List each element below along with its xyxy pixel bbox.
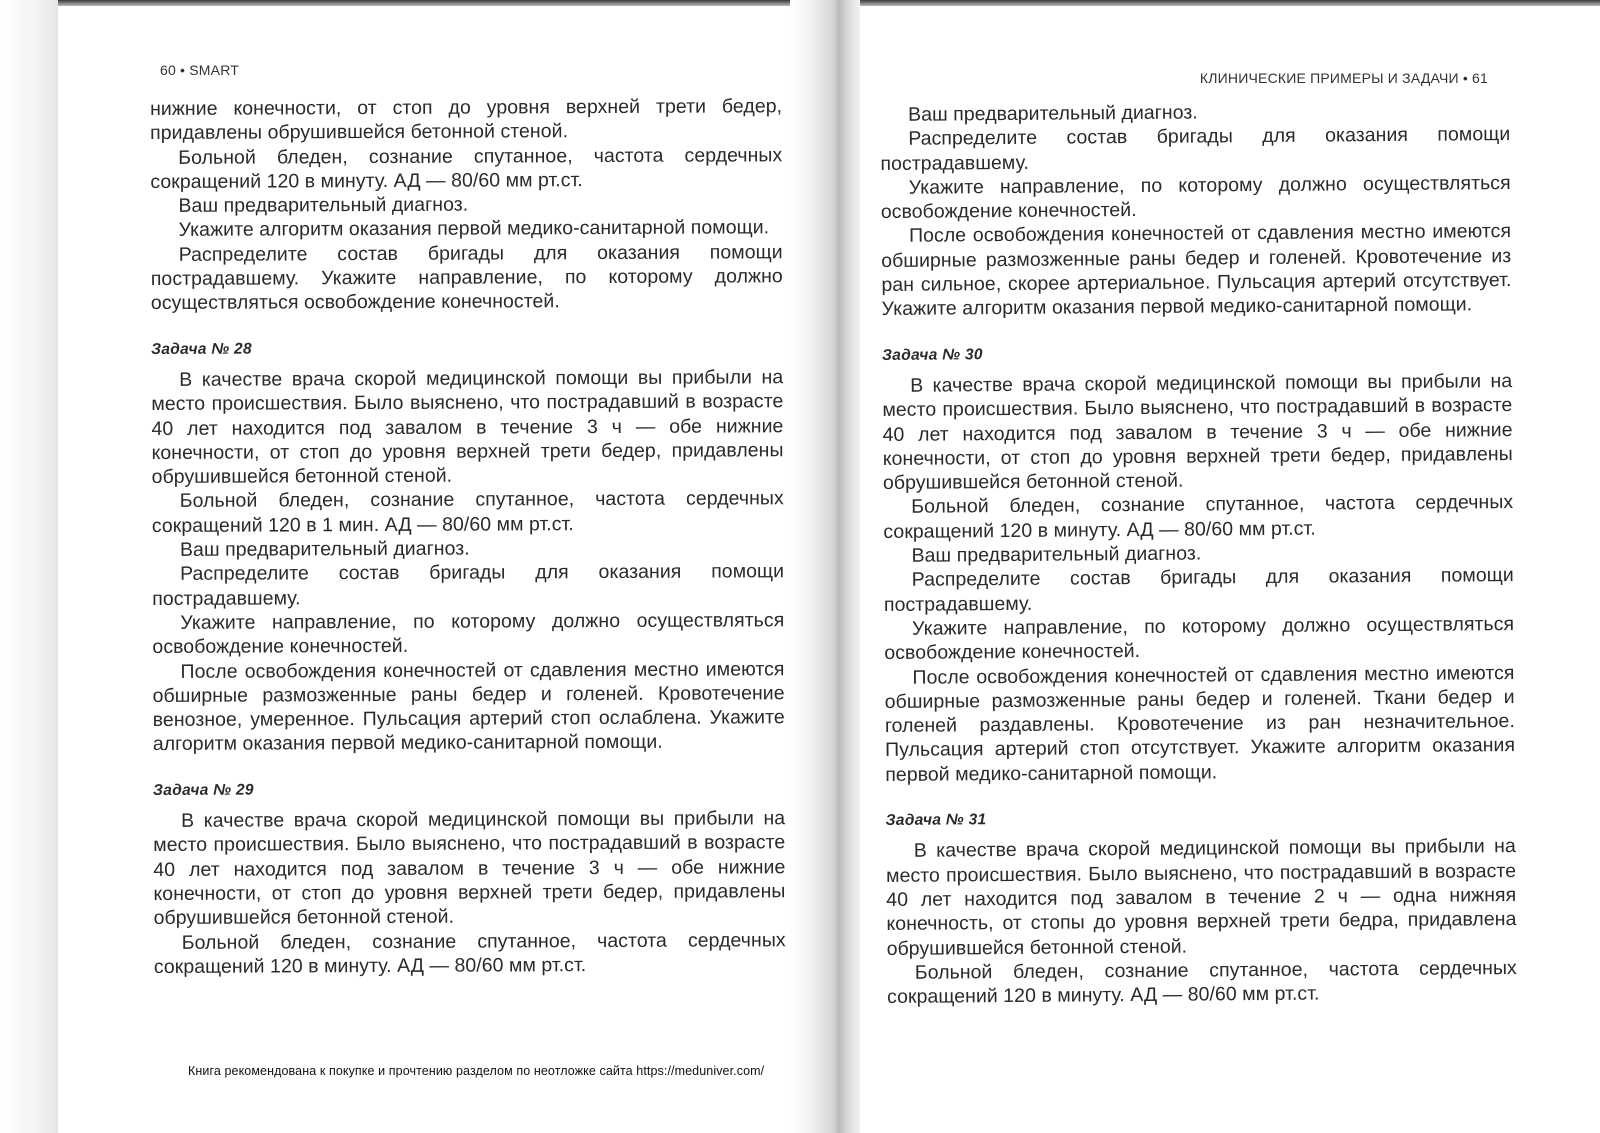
paragraph: Ваш предварительный диагноз. bbox=[911, 542, 1202, 567]
footer-note: Книга рекомендована к покупке и прочтению разделом по неотложке сайта https://meduniver.com/ bbox=[188, 1064, 765, 1078]
paragraph: Ваш предварительный диагноз. bbox=[908, 101, 1198, 126]
right-running-head: КЛИНИЧЕСКИЕ ПРИМЕРЫ И ЗАДАЧИ • 61 bbox=[1199, 70, 1488, 86]
task-30-title: Задача № 30 bbox=[881, 345, 983, 364]
paragraph: После освобождения конечностей от сдавления местно имеются обширные размозженные раны бедер и голеней. Ткани бедер и голеней раздавлены. Кровотечение из ран незначительное. Пульсация артерий стоп отсутствует. Укажите алгоритм оказания первой медико-санитарной помощи. bbox=[884, 661, 1516, 786]
paragraph: Больной бледен, сознание спутанное, частота сердечных сокращений 120 в минуту. АД — 80/60 мм рт.ст. bbox=[153, 928, 786, 978]
paragraph: Распределите состав бригады для оказания помощи пострадавшему. bbox=[883, 564, 1514, 616]
left-running-head: 60 • SMART bbox=[160, 62, 239, 78]
right-page-body bbox=[880, 98, 1517, 1009]
paragraph: Больной бледен, сознание спутанное, частота сердечных сокращений 120 в минуту. АД — 80/60 мм рт.ст. bbox=[883, 491, 1514, 543]
right-page bbox=[880, 0, 1517, 1133]
task-29-title: Задача № 29 bbox=[152, 781, 254, 799]
task-28-title: Задача № 28 bbox=[151, 340, 252, 358]
paragraph: Ваш предварительный диагноз. bbox=[179, 537, 470, 561]
paragraph: Укажите направление, по которому должно осуществляться освобождение конечностей. bbox=[880, 171, 1511, 224]
paragraph: В качестве врача скорой медицинской помощи вы прибыли на место происшествия. Было выяснено, что пострадавший в возрасте 40 лет находится под завалом в течение 3 ч — обе нижние конечности, от стоп до уровня верхней трети бедер, придавлены обрушившейся бетонной стеной. bbox=[153, 807, 786, 930]
paragraph: В качестве врача скорой медицинской помощи вы прибыли на место происшествия. Было выяснено, что пострадавший в возрасте 40 лет находится под завалом в течение 3 ч — обе нижние конечности, от стоп до уровня верхней трети бедер, придавлены обрушившейся бетонной стеной. bbox=[151, 366, 784, 489]
paragraph: Укажите алгоритм оказания первой медико-санитарной помощи. bbox=[178, 216, 770, 242]
paragraph: В качестве врача скорой медицинской помощи вы прибыли на место происшествия. Было выяснено, что пострадавший в возрасте 40 лет находится под завалом в течение 3 ч — обе нижние конечности, от стоп до уровня верхней трети бедер, придавлены обрушившейся бетонной стеной. bbox=[882, 370, 1513, 495]
paragraph: нижние конечности, от стоп до уровня верхней трети бедер, придавлены обрушившейся бетонной стеной. bbox=[150, 95, 783, 145]
paragraph: Укажите направление, по которому должно осуществляться освобождение конечностей. bbox=[884, 612, 1515, 665]
left-page bbox=[150, 0, 786, 1133]
paragraph: Распределите состав бригады для оказания помощи пострадавшему. Укажите направление, по которому должно осуществляться освобождение конечностей. bbox=[150, 241, 783, 315]
book-gutter bbox=[790, 0, 860, 1133]
task-31-title: Задача № 31 bbox=[885, 811, 987, 829]
paragraph: Больной бледен, сознание спутанное, частота сердечных сокращений 120 в минуту. АД — 80/60 мм рт.ст. bbox=[886, 956, 1517, 1009]
paragraph: Ваш предварительный диагноз. bbox=[178, 193, 469, 218]
page-edge-shadow bbox=[0, 0, 58, 1133]
paragraph: Распределите состав бригады для оказания помощи пострадавшему. bbox=[880, 123, 1511, 175]
paragraph: Больной бледен, сознание спутанное, частота сердечных сокращений 120 в минуту. АД — 80/60 мм рт.ст. bbox=[150, 143, 783, 193]
left-page-body bbox=[150, 94, 786, 979]
paragraph: Распределите состав бригады для оказания помощи пострадавшему. bbox=[152, 560, 785, 610]
paragraph: Больной бледен, сознание спутанное, частота сердечных сокращений 120 в 1 мин. АД — 80/60 мм рт.ст. bbox=[151, 487, 784, 537]
paragraph: После освобождения конечностей от сдавления местно имеются обширные размозженные раны бедер и голеней. Кровотечение венозное, умеренное. Пульсация артерий стоп ослаблена. Укажите алгоритм оказания первой медико-санитарной помощи. bbox=[152, 657, 785, 756]
paragraph: Укажите направление, по которому должно осуществляться освобождение конечностей. bbox=[152, 609, 785, 659]
paragraph: После освобождения конечностей от сдавления местно имеются обширные размозженные раны бедер и голеней. Кровотечение из ран сильное, скорее артериальное. Пульсация артерий отсутствует. Укажите алгоритм оказания первой медико-санитарной помощи. bbox=[881, 220, 1512, 321]
paragraph: В качестве врача скорой медицинской помощи вы прибыли на место происшествия. Было выяснено, что пострадавший в возрасте 40 лет находится под завалом в течение 2 ч — одна нижняя конечность, от стопы до уровня верхней трети бедра, придавлена обрушившейся бетонной стеной. bbox=[885, 835, 1517, 960]
